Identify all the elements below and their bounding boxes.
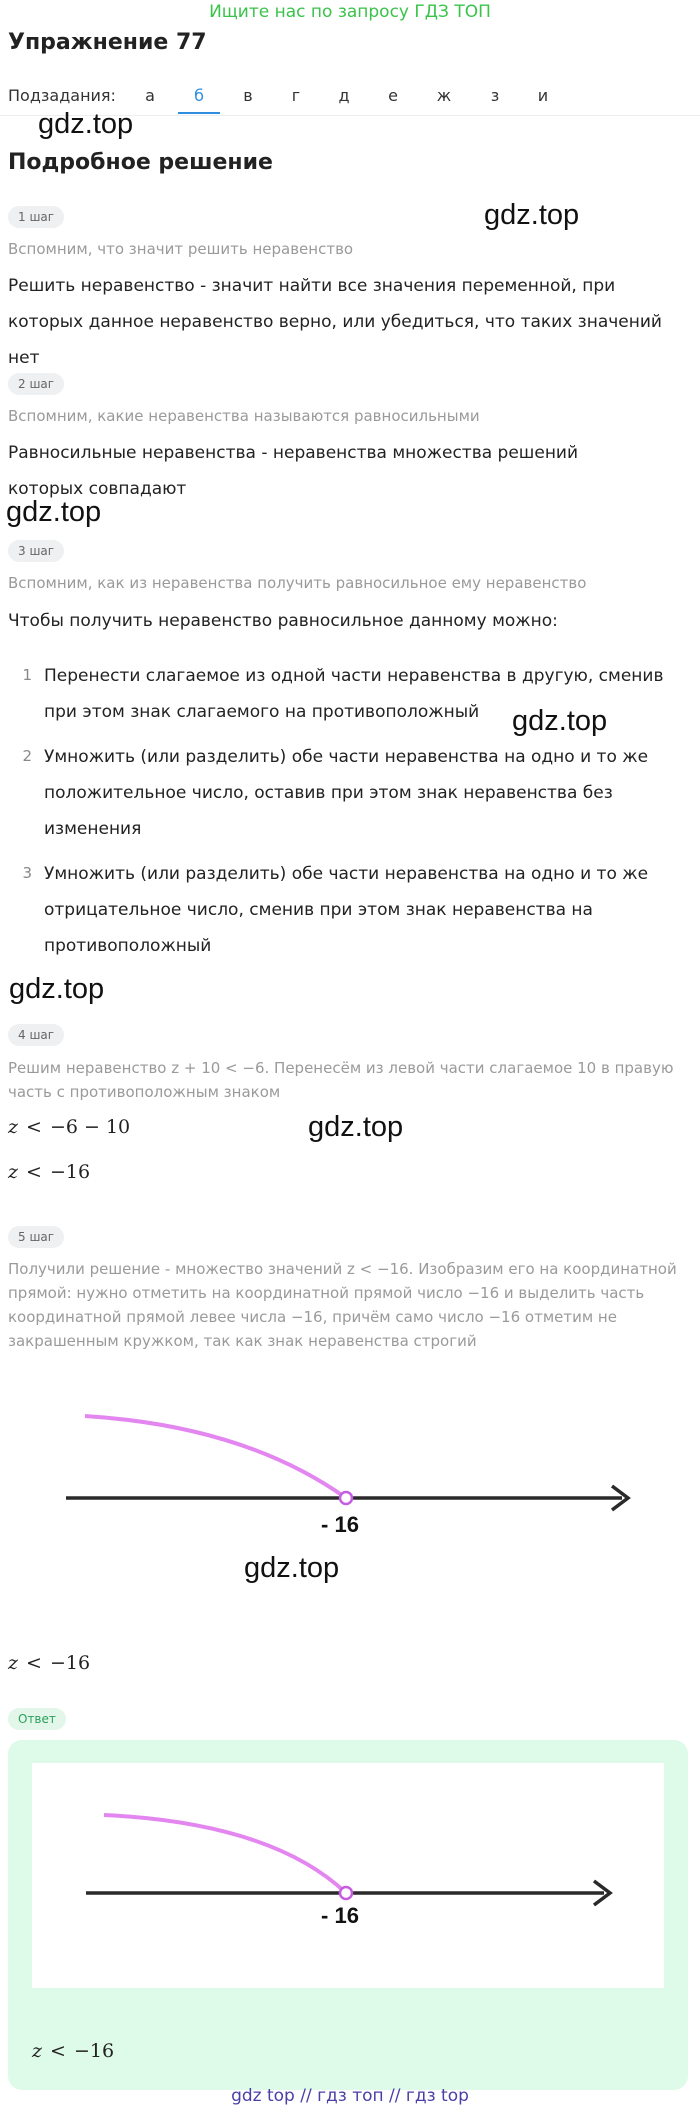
solution-arc	[85, 1416, 346, 1498]
step-badge: 3 шаг	[8, 540, 64, 562]
step-text: Равносильные неравенства - неравенства множества решений которых совпадают	[8, 443, 579, 499]
tab-i[interactable]: и	[537, 86, 549, 105]
step-badge: 5 шаг	[8, 1226, 64, 1248]
step-hint: Вспомним, какие неравенства называются равносильными	[8, 407, 480, 425]
watermark: gdz.top	[512, 705, 608, 737]
step-text: Чтобы получить неравенство равносильное данному можно:	[8, 611, 558, 631]
math-lhs: z	[32, 2040, 43, 2062]
answer-badge: Ответ	[8, 1708, 66, 1730]
step-badge: 1 шаг	[8, 206, 64, 228]
active-tab-indicator	[178, 112, 220, 114]
axis-label: - 16	[321, 1512, 359, 1537]
tab-a[interactable]: а	[145, 86, 155, 105]
watermark: gdz.top	[38, 108, 134, 140]
math-op: <	[26, 1116, 42, 1138]
math-rhs: −16	[49, 1652, 91, 1674]
tab-v[interactable]: в	[243, 86, 253, 105]
watermark: gdz.top	[9, 973, 105, 1005]
tab-d[interactable]: д	[338, 86, 350, 105]
step-hint: Решим неравенство z + 10 < −6. Перенесём из левой части слагаемое 10 в правую часть с противоположным знаком	[8, 1059, 674, 1101]
watermark: gdz.top	[6, 496, 102, 528]
list-number: 2	[22, 747, 32, 765]
math-op: <	[50, 2040, 66, 2062]
math-expression	[8, 1652, 90, 1674]
math-rhs: −16	[73, 2040, 115, 2062]
math-lhs: z	[8, 1652, 19, 1674]
math-rhs: −6 − 10	[49, 1116, 131, 1138]
list-item: Умножить (или разделить) обе части неравенства на одно и то же положительное число, оставив при этом знак неравенства без изменения	[44, 747, 649, 839]
watermark: gdz.top	[484, 199, 580, 231]
math-op: <	[26, 1161, 42, 1183]
list-item: Перенести слагаемое из одной части неравенства в другую, сменив при этом знак слагаемого на противоположный	[44, 666, 664, 722]
list-item: Умножить (или разделить) обе части неравенства на одно и то же отрицательное число, сменив при этом знак неравенства на противоположный	[44, 864, 649, 956]
step-badge: 4 шаг	[8, 1024, 64, 1046]
math-lhs: z	[8, 1161, 19, 1183]
list-number: 3	[22, 864, 32, 882]
answer-expression	[32, 2040, 114, 2062]
solution-arc	[104, 1815, 346, 1893]
math-op: <	[26, 1652, 42, 1674]
step-badge: 2 шаг	[8, 373, 64, 395]
footer-links[interactable]: gdz top // гдз топ // гдз top	[231, 2086, 469, 2106]
tab-e[interactable]: е	[388, 86, 398, 105]
tab-g[interactable]: г	[291, 86, 301, 105]
math-lhs: z	[8, 1116, 19, 1138]
subtasks-label: Подзадания:	[8, 86, 116, 105]
open-point	[340, 1492, 352, 1504]
axis-label: - 16	[321, 1903, 359, 1928]
answer-number-line	[32, 1763, 664, 1988]
tab-z[interactable]: з	[490, 86, 500, 105]
page-title: Упражнение 77	[8, 30, 207, 55]
math-rhs: −16	[49, 1161, 91, 1183]
tab-zh[interactable]: ж	[436, 86, 452, 105]
list-number: 1	[22, 666, 32, 684]
step-text: Решить неравенство - значит найти все значения переменной, при которых данное неравенство верно, или убедиться, что таких значений нет	[8, 276, 662, 368]
watermark: gdz.top	[308, 1111, 404, 1143]
number-line-figure	[0, 1390, 700, 1550]
watermark: gdz.top	[244, 1552, 340, 1584]
math-expression	[8, 1161, 90, 1183]
math-expression	[8, 1116, 130, 1138]
section-title: Подробное решение	[8, 150, 273, 175]
step-hint: Вспомним, что значит решить неравенство	[8, 240, 354, 258]
open-point	[340, 1887, 352, 1899]
tab-b[interactable]: б	[194, 86, 204, 105]
promo-banner[interactable]: Ищите нас по запросу ГДЗ ТОП	[209, 2, 491, 22]
step-hint: Вспомним, как из неравенства получить равносильное ему неравенство	[8, 574, 587, 592]
step-hint: Получили решение - множество значений z < −16. Изобразим его на координатной прямой: нужно отметить на координатной прямой число −16 и выделить часть координатной прямой левее числа −16, причём само число −16 отметим не закрашенным кружком, так как знак неравенства строгий	[8, 1260, 677, 1350]
